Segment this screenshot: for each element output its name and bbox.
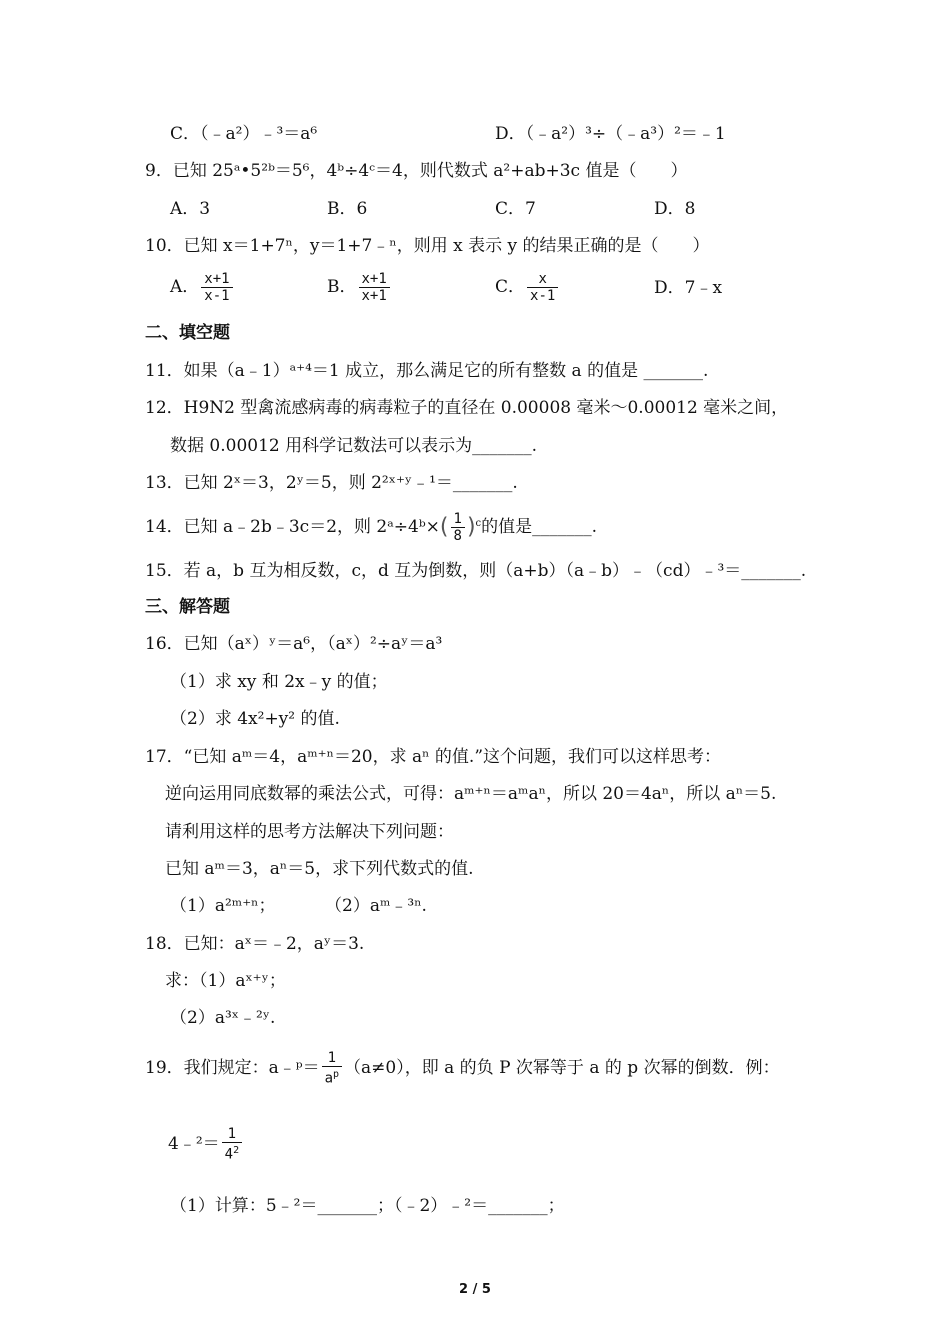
q17-part1: （1）a²ᵐ⁺ⁿ； bbox=[170, 896, 276, 916]
q9-option-b: B．6 bbox=[327, 199, 368, 219]
q10-option-a-label: A． bbox=[170, 277, 200, 297]
q16-part2: （2）求 4x²+y² 的值. bbox=[170, 709, 340, 729]
section-heading-answer: 三、解答题 bbox=[145, 597, 230, 617]
fraction-denominator: x+1 bbox=[361, 288, 387, 304]
fraction-denominator: 8 bbox=[453, 528, 462, 544]
q14-text-pre: 14．已知 a﹣2b﹣3c＝2，则 2ᵃ÷4ᵇ× bbox=[145, 517, 440, 537]
fraction-numerator: x bbox=[527, 271, 558, 288]
fraction-exponent: 2 bbox=[233, 1145, 240, 1157]
q12-line2: 数据 0.00012 用科学记数法可以表示为_______. bbox=[170, 436, 538, 456]
q10-option-a-fraction bbox=[201, 271, 232, 304]
q10-stem: 10．已知 x＝1+7ⁿ，y＝1+7﹣ⁿ，则用 x 表示 y 的结果正确的是（ ） bbox=[145, 236, 710, 256]
q17-line1: 17．“已知 aᵐ＝4，aᵐ⁺ⁿ＝20，求 aⁿ 的值.”这个问题，我们可以这样思考： bbox=[145, 747, 722, 767]
q10-option-a bbox=[170, 271, 235, 304]
q15: 15．若 a，b 互为相反数，c，d 互为倒数，则（a+b）（a﹣b）﹣（cd）﹣³＝_______. bbox=[145, 561, 807, 581]
paren-right-icon: ) bbox=[466, 514, 476, 540]
fraction-denominator bbox=[322, 1067, 342, 1087]
fraction-numerator: 1 bbox=[222, 1126, 242, 1143]
q14 bbox=[145, 507, 597, 545]
q14-exponent: c bbox=[475, 518, 482, 529]
fraction-numerator: 1 bbox=[451, 511, 465, 528]
q17-line3: 请利用这样的思考方法解决下列问题： bbox=[165, 822, 454, 842]
q14-fraction bbox=[451, 511, 465, 544]
q8-option-d: D．（﹣a²）³÷（﹣a³）²＝﹣1 bbox=[495, 124, 726, 144]
fraction-denominator: x-1 bbox=[204, 288, 230, 304]
q19-part1: （1）计算：5﹣²＝_______；（﹣2）﹣²＝_______； bbox=[170, 1196, 565, 1216]
q13: 13．已知 2ˣ＝3，2ʸ＝5，则 2²ˣ⁺ʸ﹣¹＝_______. bbox=[145, 473, 518, 493]
q18-part2: （2）a³ˣ﹣²ʸ. bbox=[170, 1008, 276, 1028]
paren-left-icon: ( bbox=[439, 514, 449, 540]
q18-part1: 求：（1）aˣ⁺ʸ； bbox=[165, 971, 286, 991]
q9-option-c: C．7 bbox=[495, 199, 536, 219]
fraction-exponent: p bbox=[333, 1069, 340, 1081]
q17-part2: （2）aᵐ﹣³ⁿ. bbox=[325, 896, 427, 916]
q19-stem bbox=[145, 1048, 780, 1088]
q19-text-post: （a≠0），即 a 的负 P 次幂等于 a 的 p 次幂的倒数．例： bbox=[344, 1058, 780, 1078]
q10-option-c bbox=[495, 271, 560, 304]
q19-example-fraction bbox=[222, 1126, 242, 1163]
q9-option-a: A．3 bbox=[170, 199, 211, 219]
q10-option-b bbox=[327, 271, 392, 304]
fraction-numerator: x+1 bbox=[359, 271, 390, 288]
q10-option-b-fraction bbox=[359, 271, 390, 304]
q10-option-c-label: C． bbox=[495, 277, 526, 297]
q17-line4: 已知 aᵐ＝3，aⁿ＝5，求下列代数式的值. bbox=[165, 859, 474, 879]
fraction-denominator bbox=[222, 1143, 242, 1163]
fraction-base: a bbox=[324, 1070, 334, 1087]
q19-example bbox=[168, 1124, 244, 1164]
q8-option-c: C．（﹣a²）﹣³＝a⁶ bbox=[170, 124, 318, 144]
q19-text-pre: 19．我们规定：a﹣ᵖ＝ bbox=[145, 1058, 320, 1078]
q9-stem: 9．已知 25ᵃ•5²ᵇ＝5⁶，4ᵇ÷4ᶜ＝4，则代数式 a²+ab+3c 值是（ ） bbox=[145, 161, 688, 181]
q18-stem: 18．已知：aˣ＝﹣2，aʸ＝3. bbox=[145, 934, 365, 954]
q12-line1: 12．H9N2 型禽流感病毒的病毒粒子的直径在 0.00008 毫米～0.00012 毫米之间， bbox=[145, 398, 789, 418]
q14-text-post: 的值是_______. bbox=[481, 517, 598, 537]
q10-option-c-fraction bbox=[527, 271, 558, 304]
q17-line2: 逆向运用同底数幂的乘法公式，可得：aᵐ⁺ⁿ＝aᵐaⁿ，所以 20＝4aⁿ，所以 aⁿ＝5. bbox=[165, 784, 777, 804]
fraction-denominator: x-1 bbox=[530, 288, 556, 304]
q10-option-b-label: B． bbox=[327, 277, 357, 297]
fraction-base: 4 bbox=[224, 1146, 234, 1163]
q16-stem: 16．已知（aˣ）ʸ＝a⁶，（aˣ）²÷aʸ＝a³ bbox=[145, 634, 443, 654]
q11: 11．如果（a﹣1）ᵃ⁺⁴＝1 成立，那么满足它的所有整数 a 的值是 _______. bbox=[145, 361, 709, 381]
q9-option-d: D．8 bbox=[654, 199, 696, 219]
q19-fraction bbox=[322, 1050, 342, 1087]
fraction-numerator: 1 bbox=[322, 1050, 342, 1067]
section-heading-fill-in: 二、填空题 bbox=[145, 323, 230, 343]
page-number: 2 / 5 bbox=[459, 1282, 491, 1297]
q16-part1: （1）求 xy 和 2x﹣y 的值； bbox=[170, 672, 388, 692]
fraction-numerator: x+1 bbox=[201, 271, 232, 288]
q10-option-d: D．7﹣x bbox=[654, 278, 723, 298]
q19-example-pre: 4﹣²＝ bbox=[168, 1134, 220, 1154]
